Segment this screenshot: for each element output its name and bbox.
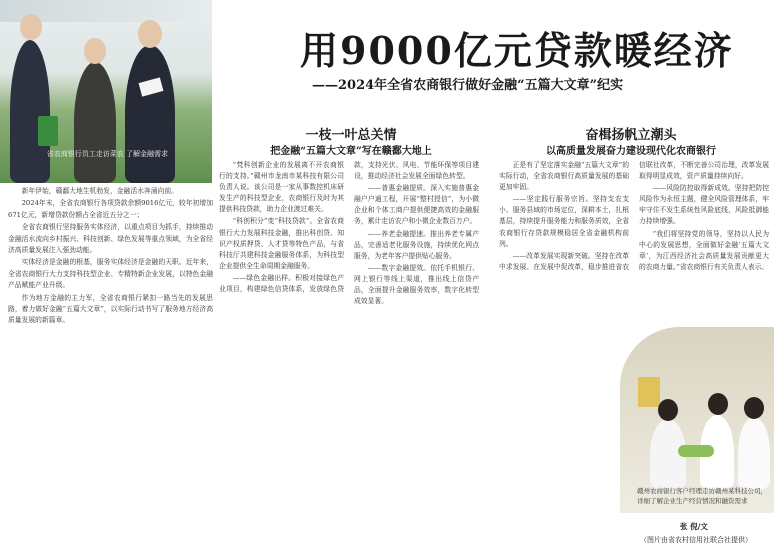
left-paragraph: 实体经济是金融的根基，服务实体经济是金融的天职。近年来，全省农商银行大力支持科技型企业、专精特新企业发展，以特色金融产品赋能产业升级。 xyxy=(8,258,213,290)
section2-paragraph: ——改革发展实现新突破。坚持在改革中求发展、在发展中促改革，稳步推进省农信联社改革，不断完善公司治理，改革发展取得明显成效，资产质量持续向好。 xyxy=(499,161,769,271)
left-paragraph: 新年伊始，赣鄱大地生机勃发，金融活水奔涌向前。 xyxy=(21,187,178,195)
section1-paragraph: ——数字金融提效。依托手机银行、网上银行等线上渠道，推出线上信贷产品，全面提升金融服务效率，数字化转型成效显著。 xyxy=(354,263,479,306)
section2-paragraph: “我们将坚持党的领导，坚持以人民为中心的发展思想，全面做好金融‘五篇大文章’，为江西经济社会高质量发展贡献更大的农商力量。”省农商银行有关负责人表示。 xyxy=(639,229,769,271)
section2-title: 奋楫扬帆立潮头 xyxy=(585,128,677,143)
section1-paragraph: “梵科创新企业的发展离不开农商银行的支持。”赣州市龙南市某科技有限公司负责人说。该公司是一家从事数控机床研发生产的科技型企业，农商银行及时为其提供科技贷款，助力企业渡过难关。 xyxy=(219,161,344,214)
photo-credit: （图片由省农村信用社联合社提供） xyxy=(640,536,752,544)
section2-paragraph: ——风险防控取得新成效。坚持把防控风险作为永恒主题，健全风险管理体系，牢牢守住不发生系统性风险底线，风险抵御能力持续增强。 xyxy=(639,184,769,226)
section1-paragraph: ——绿色金融出样。积极对接绿色产业项目，构建绿色信贷体系，发放绿色贷款，支持光伏、风电、节能环保等项目建设，推动经济社会发展全面绿色转型。 xyxy=(219,161,479,294)
section1-paragraph: “科创积分”变“科技贷款”。全省农商银行大力发展科技金融，推出科创贷、知识产权质押贷、人才贷等特色产品，与省科技厅共建科技金融服务体系，为科技型企业提供全生命周期金融服务。 xyxy=(219,217,344,270)
byline: 张 倪/文 xyxy=(680,522,708,531)
photo1-caption: 省农商银行员工走访菜农 了解金融需求 xyxy=(46,150,168,158)
section1-paragraph: ——养老金融提速。推出养老专属产品，完善适老化服务设施，持续优化网点服务，为老年客户提供贴心服务。 xyxy=(354,229,479,260)
left-paragraph: 2024年末，全省农商银行各项贷款余额9016亿元，较年初增加671亿元，新增贷款份额占全省近五分之一； xyxy=(8,199,213,219)
photo-factory-visit xyxy=(620,327,774,513)
section1-subtitle: 把金融“五篇大文章”写在赣鄱大地上 xyxy=(270,146,432,157)
subheadline: ——2024年全省农商银行做好金融“五篇大文章”纪实 xyxy=(312,78,624,93)
section2-paragraph: 正是有了坚定落实金融“五篇大文章”的实际行动，全省农商银行高质量发展的基础更加牢固。 xyxy=(499,161,629,192)
section1-body xyxy=(219,160,479,532)
left-paragraph: 全省农商银行坚持服务实体经济，以重点项目为抓手，持续推动金融活水流向乡村振兴、科技创新、绿色发展等重点领域，为全省经济高质量发展注入强劲动能。 xyxy=(8,223,213,255)
left-paragraph: 作为地方金融的主力军，全省农商银行紧扣一路当先的发展思路，着力做好金融“五篇大文章”，以实际行动书写了服务地方经济高质量发展的新篇章。 xyxy=(8,293,213,325)
section2-paragraph: ——坚定践行服务宗旨。坚持支农支小、服务县域的市场定位，深耕本土，扎根基层，持续提升服务能力和服务质效，全省农商银行存贷款规模稳居全省金融机构前列。 xyxy=(499,195,629,248)
section2-subtitle: 以高质量发展奋力建设现代化农商银行 xyxy=(546,146,716,157)
headline: 用9000亿元贷款暖经济 xyxy=(300,28,734,73)
section1-title: 一枝一叶总关情 xyxy=(305,128,397,143)
photo2-caption: 赣州农商银行客户经理走访赣州某科技公司，详细了解企业生产经营情况和融资需求 xyxy=(637,487,767,505)
section1-paragraph: ——普惠金融提质。深入实施普惠金融户户通工程，开展“整村授信”，为小微企业和个体工商户提供便捷高效的金融服务，累计走访农户和小微企业数百万户。 xyxy=(354,184,479,226)
left-column-text xyxy=(8,186,213,328)
